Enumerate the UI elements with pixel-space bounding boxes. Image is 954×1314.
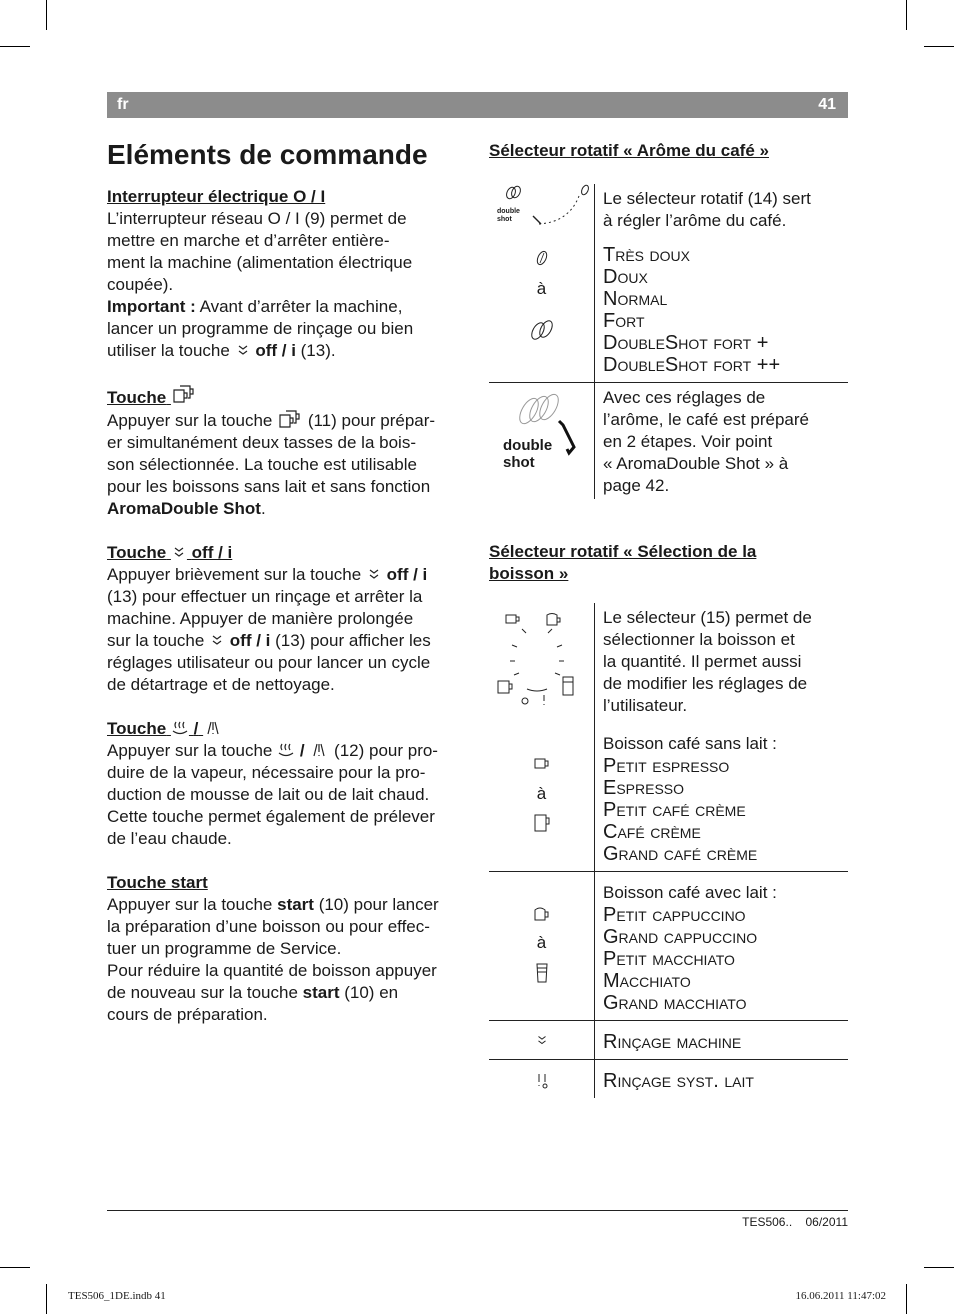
- rinse-icon: [366, 566, 382, 582]
- table-row: [489, 1021, 848, 1060]
- beverage-option: Petit cappuccino: [603, 904, 746, 926]
- section-heading-off-button: Touche off / i: [107, 543, 233, 562]
- double-shot-label: shot: [503, 454, 535, 471]
- range-word: à: [536, 933, 547, 952]
- doc-date: 06/2011: [805, 1215, 848, 1229]
- crop-mark: [924, 1267, 954, 1268]
- text-line: à régler l’arôme du café.: [603, 211, 787, 230]
- table-row: [489, 240, 848, 383]
- text-line: page 42.: [603, 476, 670, 495]
- beverage-option: Grand cappuccino: [603, 926, 758, 948]
- steam-icon: [277, 742, 295, 758]
- beverage-option: Macchiato: [603, 970, 691, 992]
- table-row: [489, 872, 848, 1021]
- text-line: Pour réduire la quantité de boisson appuyer: [107, 961, 437, 980]
- cappuccino-cup-icon: [489, 906, 594, 932]
- text-line: cours de préparation.: [107, 1005, 268, 1024]
- text-line: la quantité. Il permet aussi: [603, 652, 802, 671]
- text-line: coupée).: [107, 275, 174, 294]
- text-line: de détartrage et de nettoyage.: [107, 675, 335, 694]
- text-line: Boisson café avec lait :: [603, 883, 777, 902]
- left-column: [107, 138, 467, 1026]
- range-word: à: [536, 279, 547, 298]
- text-line: utiliser la touche off / i (13).: [107, 341, 336, 360]
- table-row: [489, 1060, 848, 1099]
- text-line: mettre en marche et d’arrêter entière-: [107, 231, 390, 250]
- aroma-level: Très doux: [603, 244, 691, 266]
- footer-rule: [107, 1210, 848, 1211]
- right-column: [489, 140, 849, 1098]
- text-line: Important : Avant d’arrêter la machine,: [107, 297, 403, 316]
- aroma-dial-icon: [489, 184, 594, 234]
- text-line: Appuyer sur la touche start (10) pour lancer: [107, 895, 439, 914]
- crop-mark: [924, 46, 954, 47]
- rinse-icon: [235, 342, 251, 358]
- double-shot-label: double: [503, 437, 553, 454]
- text-line: duction de mousse de lait ou de lait chaud.: [107, 785, 430, 804]
- text-line: Le sélecteur (15) permet de: [603, 608, 812, 627]
- text-line: la préparation d’une boisson ou pour effec-: [107, 917, 430, 936]
- page-number: 41: [818, 96, 836, 113]
- rinse-icon: [171, 544, 187, 560]
- text-line: (13) pour effectuer un rinçage et arrêter la: [107, 587, 423, 606]
- language-tag: fr: [117, 96, 129, 113]
- crop-mark: [906, 0, 907, 30]
- section-heading-steam-button: Touche /: [107, 718, 467, 740]
- section-heading-aroma-selector: Sélecteur rotatif « Arôme du café »: [489, 141, 769, 160]
- beverage-option: Petit macchiato: [603, 948, 735, 970]
- table-row: [489, 383, 848, 500]
- text-line: Avec ces réglages de: [603, 388, 766, 407]
- text-line: lancer un programme de rinçage ou bien: [107, 319, 414, 338]
- double-cup-icon: [171, 384, 197, 406]
- text-line: Appuyer brièvement sur la touche off / i: [107, 565, 428, 584]
- double-shot-icon: [489, 383, 594, 499]
- table-row: [489, 723, 848, 872]
- bean-double-icon: [489, 302, 594, 358]
- text-line: machine. Appuyer de manière prolongée: [107, 609, 414, 628]
- beverage-option: Grand macchiato: [603, 992, 747, 1014]
- text-line: Boisson café sans lait :: [603, 734, 777, 753]
- text-line: sélectionner la boisson et: [603, 630, 795, 649]
- crop-mark: [46, 0, 47, 30]
- text-line: ment la machine (alimentation électrique: [107, 253, 413, 272]
- beverage-table: [489, 603, 848, 1098]
- text-line: Appuyer sur la touche / (12) pour pro-: [107, 741, 438, 760]
- small-cup-icon: [489, 757, 594, 783]
- aroma-level: DoubleShot fort ++: [603, 354, 781, 376]
- text-line: réglages utilisateur ou pour lancer un cycle: [107, 653, 431, 672]
- dial-label: shot: [497, 216, 512, 223]
- text-line: Appuyer sur la touche (11) pour prépar-: [107, 411, 436, 430]
- macchiato-glass-icon: [489, 962, 594, 990]
- page-title: Eléments de commande: [107, 139, 428, 170]
- text-line: Cette touche permet également de prélever: [107, 807, 435, 826]
- beverage-option: Petit espresso: [603, 755, 730, 777]
- footer-info: [742, 1215, 848, 1229]
- section-heading-beverage-selector: boisson »: [489, 564, 569, 583]
- section-heading-power-switch: Interrupteur électrique O / I: [107, 187, 326, 206]
- bean-single-icon: [489, 248, 594, 278]
- beverage-option: Espresso: [603, 777, 685, 799]
- text-line: L’interrupteur réseau O / I (9) permet de: [107, 209, 407, 228]
- milk-rinse-icon: [489, 1060, 594, 1090]
- text-line: de modifier les réglages de: [603, 674, 808, 693]
- text-line: de nouveau sur la touche start (10) en: [107, 983, 399, 1002]
- text-line: l’utilisateur.: [603, 696, 688, 715]
- aroma-level: Doux: [603, 266, 648, 288]
- text-line: de l’eau chaude.: [107, 829, 232, 848]
- text-line: son sélectionnée. La touche est utilisable: [107, 455, 417, 474]
- table-row: [489, 184, 848, 240]
- beverage-dial-icon: [489, 603, 594, 709]
- crop-mark: [46, 1284, 47, 1314]
- option-rinse-milk-system: Rinçage syst. lait: [603, 1070, 754, 1092]
- text-line: Le sélecteur rotatif (14) sert: [603, 189, 811, 208]
- dial-label: double: [497, 208, 520, 215]
- text-line: en 2 étapes. Voir point: [603, 432, 773, 451]
- crop-mark: [0, 1267, 30, 1268]
- hot-water-icon: [203, 720, 223, 736]
- text-line: tuer un programme de Service.: [107, 939, 342, 958]
- text-line: AromaDouble Shot.: [107, 499, 266, 518]
- text-line: l’arôme, le café est préparé: [603, 410, 809, 429]
- option-rinse-machine: Rinçage machine: [603, 1031, 742, 1053]
- text-line: « AromaDouble Shot » à: [603, 454, 789, 473]
- range-word: à: [536, 784, 547, 803]
- print-slug-stamp: 16.06.2011 11:47:02: [795, 1290, 886, 1302]
- aroma-level: Fort: [603, 310, 645, 332]
- text-line: er simultanément deux tasses de la bois-: [107, 433, 416, 452]
- beverage-option: Grand café crème: [603, 843, 758, 865]
- aroma-table: [489, 184, 848, 499]
- text-line: sur la touche off / i (13) pour afficher les: [107, 631, 431, 650]
- steam-icon: [171, 720, 189, 736]
- rinse-icon: [209, 632, 225, 648]
- aroma-level: Normal: [603, 288, 668, 310]
- hot-water-icon: [309, 742, 329, 758]
- crop-mark: [0, 46, 30, 47]
- header-bar: [107, 92, 848, 118]
- section-heading-beverage-selector: Sélecteur rotatif « Sélection de la: [489, 542, 757, 561]
- table-row: [489, 603, 848, 723]
- print-slug-file: TES506_1DE.indb 41: [68, 1290, 166, 1302]
- text-line: duire de la vapeur, nécessaire pour la pro-: [107, 763, 426, 782]
- aroma-level: DoubleShot fort +: [603, 332, 769, 354]
- text-line: pour les boissons sans lait et sans fonction: [107, 477, 431, 496]
- model-code: TES506..: [742, 1215, 793, 1229]
- rinse-icon: [489, 1021, 594, 1047]
- section-heading-double-cup: Touche: [107, 384, 467, 409]
- crop-mark: [906, 1284, 907, 1314]
- large-cup-icon: [489, 813, 594, 841]
- beverage-option: Petit café crème: [603, 799, 746, 821]
- beverage-option: Café crème: [603, 821, 701, 843]
- double-cup-icon: [277, 409, 303, 429]
- section-heading-start-button: Touche start: [107, 873, 208, 892]
